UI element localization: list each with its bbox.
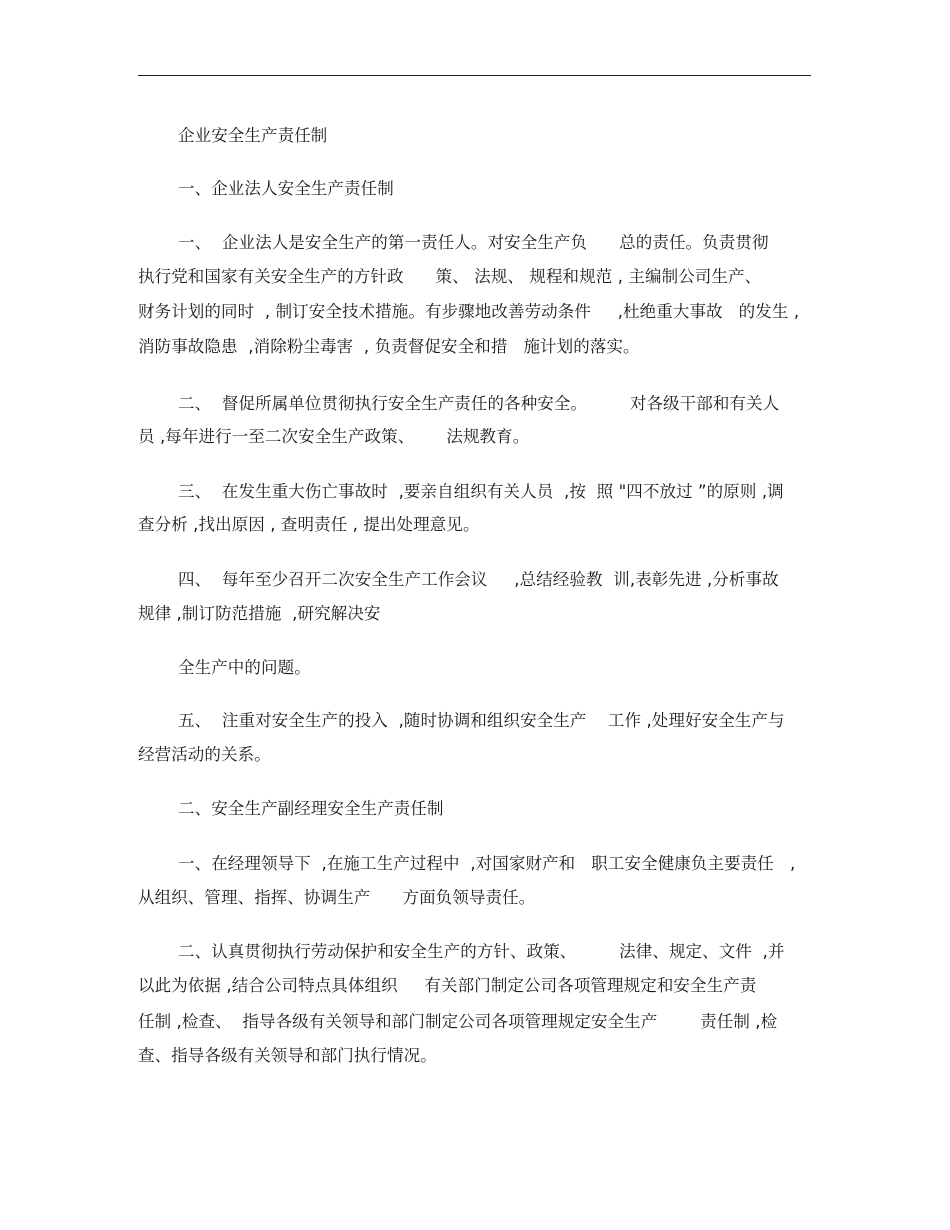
paragraph-7-line-4: 查、指导各级有关领导和部门执行情况。	[138, 1046, 437, 1065]
paragraph-5-line-2: 经营活动的关系。	[138, 745, 271, 764]
paragraph-6-line-1: 一、在经理领导下 ,在施工生产过程中 ,对国家财产和 职工安全健康负主要责任 ,	[178, 854, 796, 873]
paragraph-1-line-2: 执行党和国家有关安全生产的方针政 策、 法规、 规程和规范 , 主编制公司生产、	[138, 267, 762, 286]
paragraph-1-line-4: 消防事故隐患 ,消除粉尘毒害 , 负责督促安全和措 施计划的落实。	[138, 337, 640, 356]
paragraph-1-line-1: 一、 企业法人是安全生产的第一责任人。对安全生产负 总的责任。负责贯彻	[178, 233, 769, 252]
paragraph-2-line-2: 员 ,每年进行一至二次安全生产政策、 法规教育。	[138, 427, 530, 446]
paragraph-1-line-3: 财务计划的同时 , 制订安全技术措施。有步骤地改善劳动条件 ,杜绝重大事故 的发生 ,	[138, 302, 800, 321]
paragraph-7-line-2: 以此为依据 ,结合公司特点具体组织 有关部门制定公司各项管理规定和安全生产责	[138, 976, 757, 995]
paragraph-7-line-3: 任制 ,检查、 指导各级有关领导和部门制定公司各项管理规定安全生产 责任制 ,检	[138, 1012, 778, 1031]
section-heading-2: 二、安全生产副经理安全生产责任制	[178, 799, 444, 818]
paragraph-4-line-1: 四、 每年至少召开二次安全生产工作会议 ,总结经验教 训,表彰先进 ,分析事故	[178, 570, 779, 589]
paragraph-3-line-2: 查分析 ,找出原因 , 查明责任 , 提出处理意见。	[138, 515, 480, 534]
paragraph-2-line-1: 二、 督促所属单位贯彻执行安全生产责任的各种安全。 对各级干部和有关人	[178, 394, 780, 413]
paragraph-4-line-2: 规律 ,制订防范措施 ,研究解决安	[138, 604, 381, 623]
paragraph-3-line-1: 三、 在发生重大伤亡事故时 ,要亲自组织有关人员 ,按 照 "四不放过 ”的原则 ,调	[178, 482, 784, 501]
paragraph-7-line-1: 二、认真贯彻执行劳动保护和安全生产的方针、政策、 法律、规定、文件 ,并	[178, 942, 785, 961]
paragraph-6-line-2: 从组织、管理、指挥、协调生产 方面负领导责任。	[138, 888, 536, 907]
paragraph-4-line-3: 全生产中的问题。	[178, 658, 311, 677]
paragraph-5-line-1: 五、 注重对安全生产的投入 ,随时协调和组织安全生产 工作 ,处理好安全生产与	[178, 711, 785, 730]
header-rule	[138, 75, 811, 76]
document-title: 企业安全生产责任制	[178, 126, 328, 145]
section-heading-1: 一、企业法人安全生产责任制	[178, 179, 394, 198]
